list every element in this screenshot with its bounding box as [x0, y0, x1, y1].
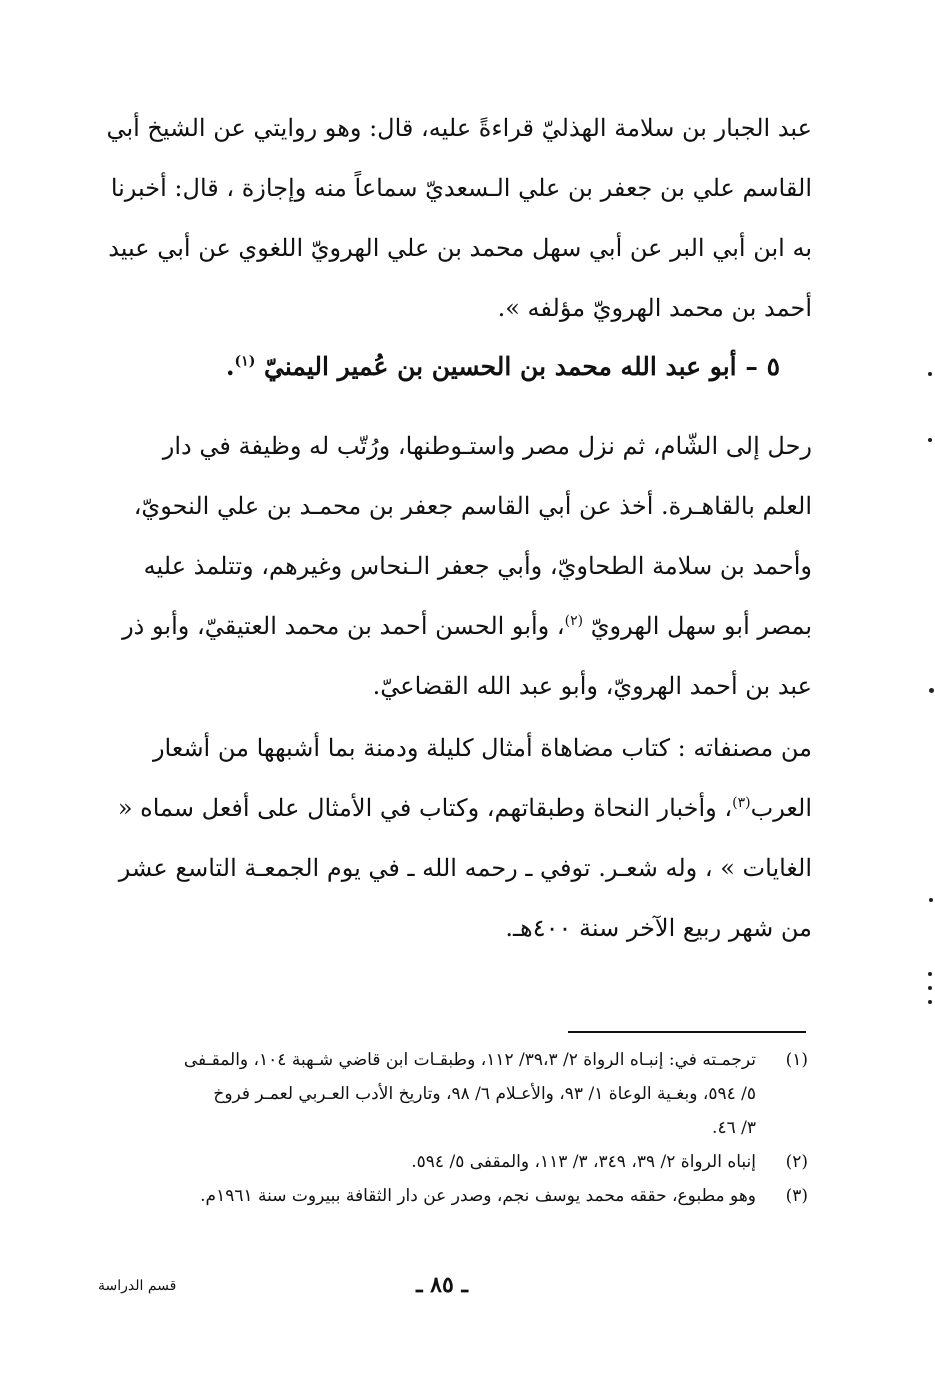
footnote-1: [96, 1043, 808, 1145]
paragraph-1-line-1: عبد الجبار بن سلامة الهذليّ قراءةً عليه، قال: وهو روايتي عن الشيخ أبي: [106, 114, 812, 142]
footnote-3-text: [96, 1179, 756, 1213]
section-label: قسم الدراسة: [98, 1278, 177, 1294]
footnote-2: [96, 1145, 808, 1179]
paragraph-2-line-3: وأحمد بن سلامة الطحاويّ، وأبي جعفر الـنحاس وغيرهم، وتتلمذ عليه: [143, 552, 812, 580]
scan-speck: [928, 972, 932, 976]
footnote-2-line-1: إنباه الرواة ٢/ ٣٩، ٣٤٩، ٣/ ١١٣، والمقفى ٥/ ٥٩٤.: [411, 1152, 756, 1172]
scan-speck: [928, 438, 932, 442]
paragraph-3-line-3: الغايات » ، وله شعـر. توفي ـ رحمه الله ـ في يوم الجمعـة التاسع عشر: [118, 854, 812, 882]
scan-speck: [928, 1000, 932, 1004]
footnote-ref-3: (٣): [732, 795, 751, 811]
heading-footnote-ref: (١): [234, 353, 256, 370]
paragraph-3-line-1: من مصنفاته : كتاب مضاهاة أمثال كليلة ودمنة بما أشبهها من أشعار: [152, 734, 812, 762]
entry-dash: –: [745, 352, 758, 381]
scan-speck: [929, 898, 933, 902]
paragraph-2-line-1: رحل إلى الشّام، ثم نزل مصر واستـوطنها، ورُتّب له وظيفة في دار: [162, 432, 812, 460]
paragraph-2-line-4: [100, 596, 812, 656]
paragraph-2-line-4-start: بمصر أبو سهل الهرويّ: [590, 612, 812, 640]
paragraph-3-line-2-start: العرب: [750, 794, 812, 822]
entry-title: أبو عبد الله محمد بن الحسين بن عُمير اليمنيّ: [264, 352, 737, 381]
paragraph-1-line-4: أحمد بن محمد الهرويّ مؤلفه ».: [497, 294, 812, 322]
paragraph-3-line-4: من شهر ربيع الآخر سنة ٤٠٠هـ.: [505, 914, 812, 942]
paragraph-2-line-5: عبد بن أحمد الهرويّ، وأبو عبد الله القضاعيّ.: [372, 672, 812, 700]
footnote-ref-2: (٢): [564, 613, 584, 629]
footnote-2-number: (٢): [785, 1152, 808, 1172]
paragraph-3-line-2-end: ، وأخبار النحاة وطبقاتهم، وكتاب في الأمثال على أفعل سماه «: [117, 794, 733, 822]
footnote-1-line-2: ٥/ ٥٩٤، وبغـية الوعاة ١/ ٩٣، والأعـلام ٦/ ٩٨، وتاريخ الأدب العـربي لعمـر فروخ: [213, 1084, 756, 1104]
paragraph-1: [100, 98, 812, 338]
paragraph-2: [100, 416, 812, 716]
footnote-2-text: [96, 1145, 756, 1179]
footnote-3: [96, 1179, 808, 1213]
entry-period: .: [225, 352, 235, 381]
paragraph-3-line-2: [100, 778, 812, 838]
entry-number: ٥: [766, 352, 780, 381]
scan-speck: [929, 688, 934, 693]
footnote-1-line-3: ٣/ ٤٦.: [712, 1118, 756, 1138]
page-number: ـ ٨٥ ـ: [416, 1272, 468, 1298]
footnote-1-text: [96, 1043, 756, 1145]
paragraph-2-line-2: العلم بالقاهـرة. أخذ عن أبي القاسم جعفر بن محمـد بن علي النحويّ،: [133, 492, 812, 520]
paragraph-3: [100, 718, 812, 958]
footnote-3-number: (٣): [785, 1186, 808, 1206]
scan-speck: [928, 372, 932, 376]
footnote-1-line-1: ترجمـته في: إنبـاه الرواة ٢/ ٣٩،٣/ ١١٢، وطبقـات ابن قاضي شـهبة ١٠٤، والمقـفى: [183, 1050, 756, 1070]
scan-speck: [928, 986, 932, 990]
footnote-3-line-1: وهو مطبوع، حققه محمد يوسف نجم، وصدر عن دار الثقافة ببيروت سنة ١٩٦١م.: [200, 1186, 756, 1206]
footnote-1-number: (١): [785, 1050, 808, 1070]
entry-heading: [100, 342, 780, 392]
footnotes: [96, 1043, 808, 1213]
paragraph-2-line-4-end: ، وأبو الحسن أحمد بن محمد العتيقيّ، وأبو ذر: [122, 612, 565, 640]
footnote-separator: [568, 1031, 806, 1033]
paragraph-1-line-3: به ابن أبي البر عن أبي سهل محمد بن علي الهرويّ اللغوي عن أبي عبيد: [108, 234, 812, 262]
paragraph-1-line-2: القاسم علي بن جعفر بن علي الـسعديّ سماعاً منه وإجازة ، قال: أخبرنا: [110, 174, 812, 202]
